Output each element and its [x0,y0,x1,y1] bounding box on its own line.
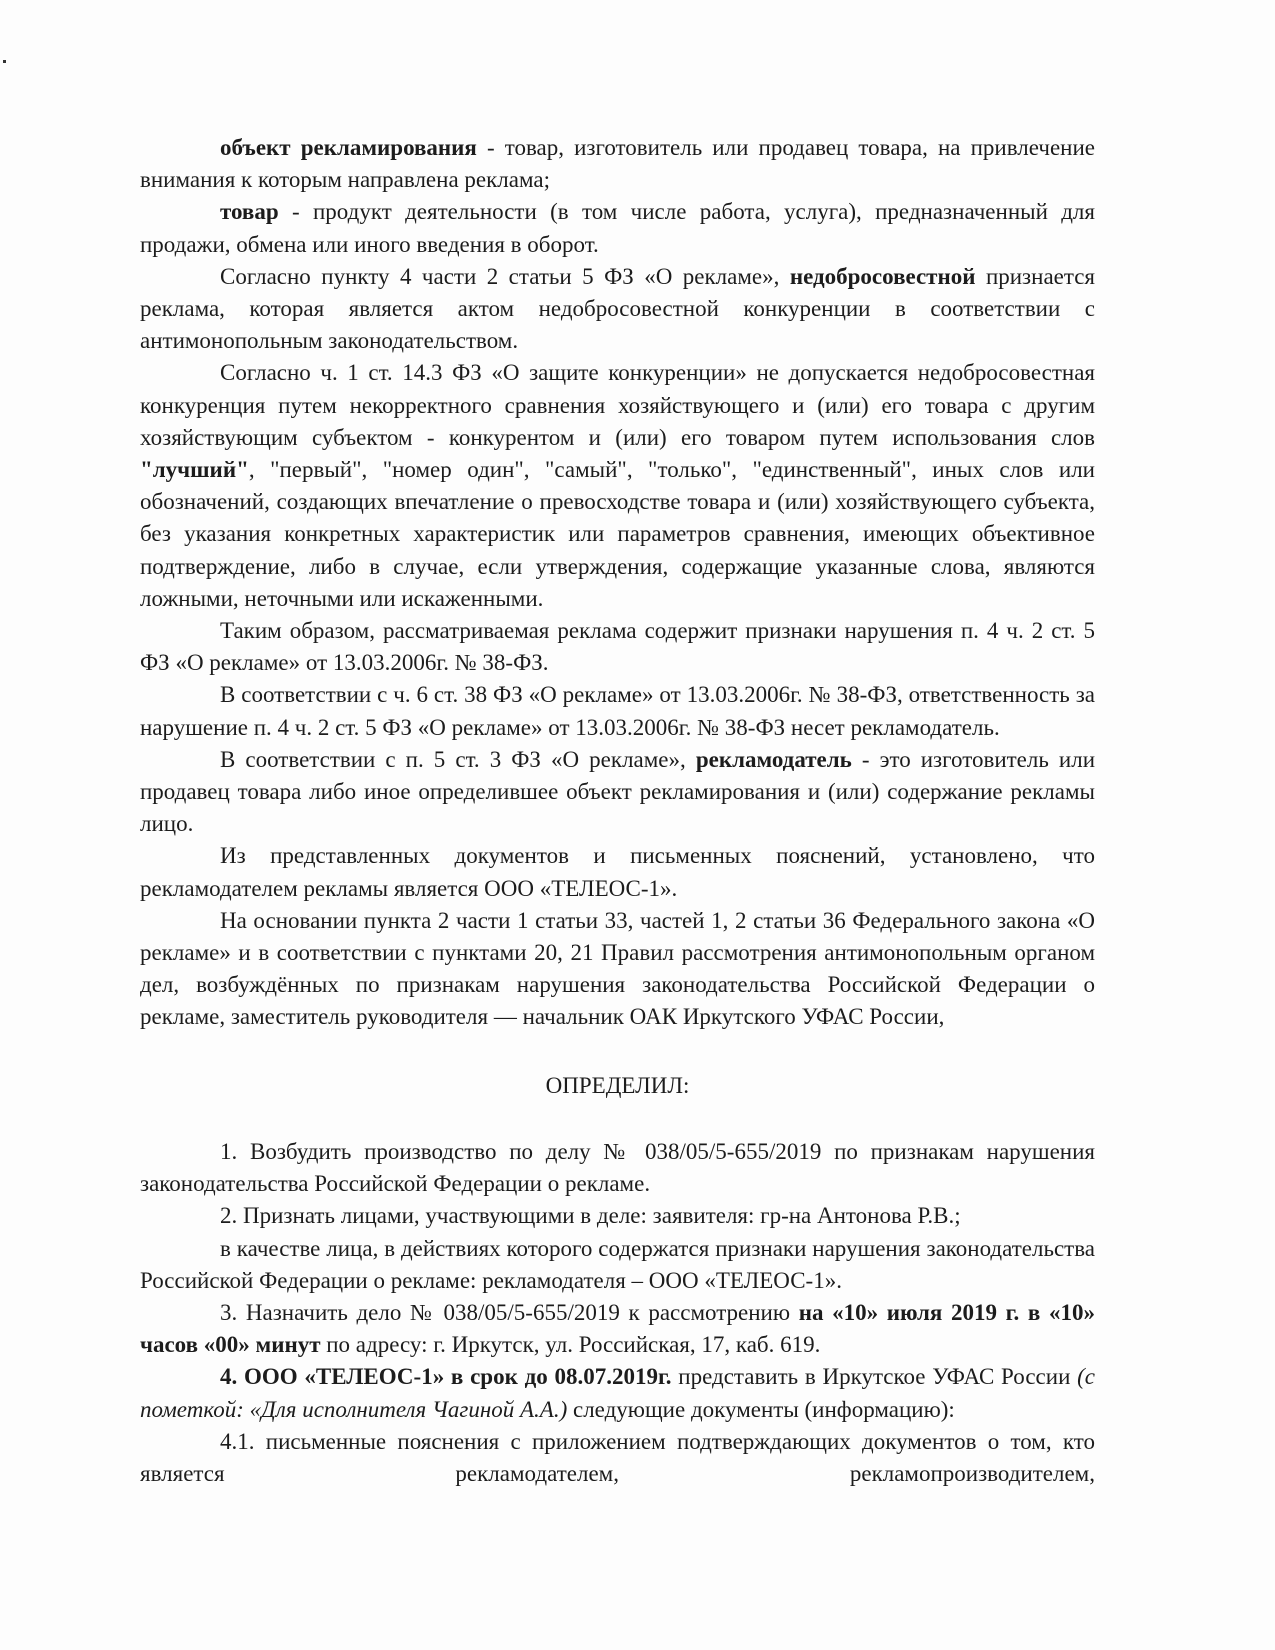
text-run: в качестве лица, в действиях которого содержатся признаки нарушения законодательства Российской Федерации о рекламе: рекламодателя – ООО «ТЕЛЕОС-1». [140,1235,1095,1293]
paragraph [140,744,1095,841]
decision-item [140,1233,1095,1297]
text-run: - это изготовитель или продавец товара либо иное определившее объект рекламирования и (или) содержание рекламы лицо. [140,746,1096,837]
document-page [140,132,1095,1490]
text-run: В соответствии с п. 5 ст. 3 ФЗ «О рекламе», [220,746,696,772]
text-run: 2. Признать лицами, участвующими в деле: заявителя: гр-на Антонова Р.В.; [220,1203,961,1229]
text-run: следующие документы (информацию): [567,1396,955,1422]
text-run: Согласно пункту 4 части 2 статьи 5 ФЗ «О рекламе», [220,263,790,289]
bold-text: объект рекламирования [220,135,477,160]
decision-item [140,1297,1095,1361]
bold-text: товар [220,199,279,225]
text-run: - товар, изготовитель или продавец товара, на привлечение внимания к которым направлена реклама; [140,135,1095,193]
preamble-section [140,132,1095,1034]
bold-text: 4. ООО «ТЕЛЕОС-1» в срок до 08.07.2019г. [220,1364,672,1390]
paragraph [140,261,1095,358]
decision-item [140,1136,1095,1200]
text-run: Согласно ч. 1 ст. 14.3 ФЗ «О защите конкуренции» не допускается недобросовестная конкуренция путем некорректного сравнения хозяйствующего и (или) его товара с другим хозяйствующим субъектом - конкурентом и (или) его товаром путем использования слов [140,360,1095,450]
text-run: На основании пункта 2 части 1 статьи 33, частей 1, 2 статьи 36 Федерального закона «О рекламе» и в соответствии с пунктами 20, 21 Правил рассмотрения антимонопольным органом дел, возбуждённых по признакам нарушения законодательства Российской Федерации о рекламе, заместитель руководителя — начальник ОАК Иркутского УФАС России, [140,907,1095,1030]
text-run: Из представленных документов и письменных пояснений, установлено, что рекламодателем рекламы является ООО «ТЕЛЕОС-1». [140,843,1095,901]
bold-text: рекламодатель [695,746,852,772]
paragraph [140,679,1095,743]
text-run: представить в Иркутское УФАС России [671,1364,1078,1390]
text-run: признается реклама, которая является актом недобросовестной конкуренции в соответствии с антимонопольным законодательством. [140,263,1095,354]
text-run: по адресу: г. Иркутск, ул. Российская, 17, каб. 619. [320,1332,821,1358]
text-run: - продукт деятельности (в том числе работа, услуга), предназначенный для продажи, обмена или иного введения в оборот. [140,199,1095,257]
paragraph [140,357,1095,615]
decisions-section [140,1136,1095,1490]
text-run: 4.1. письменные пояснения с приложением подтверждающих документов о том, кто является рекламодателем, рекламопроизводителем, [140,1428,1095,1486]
paragraph [140,840,1095,904]
text-run: 3. Назначить дело № 038/05/5-655/2019 к рассмотрению [220,1299,799,1325]
bold-text: на «10» июля 2019 г. в «10» часов «00» минут [140,1299,1095,1358]
text-run: , "первый", "номер один", "самый", "только", "единственный", иных слов или обозначений, создающих впечатление о превосходстве товара и (или) хозяйствующего субъекта, без указания конкретных характеристик или параметров сравнения, имеющих объективное подтверждение, либо в случае, если утверждения, содержащие указанные слова, являются ложными, неточными или искаженными. [140,457,1095,611]
decision-heading: ОПРЕДЕЛИЛ: [545,1072,690,1098]
scan-speck [3,60,6,63]
paragraph [140,615,1095,679]
text-run: 1. Возбудить производство по делу № 038/05/5-655/2019 по признакам нарушения законодательства Российской Федерации о рекламе. [140,1138,1095,1197]
italic-text: (с пометкой: «Для исполнителя Чагиной А.А.) [140,1364,1095,1422]
paragraph [140,132,1095,196]
paragraph [140,196,1095,260]
paragraph [140,905,1095,1034]
decision-item [140,1426,1095,1490]
decision-item [140,1200,1095,1232]
decision-item [140,1361,1095,1425]
text-run: Таким образом, рассматриваемая реклама содержит признаки нарушения п. 4 ч. 2 ст. 5 ФЗ «О рекламе» от 13.03.2006г. № 38-ФЗ. [140,618,1095,676]
bold-text: недобросовестной [789,263,976,289]
text-run: В соответствии с ч. 6 ст. 38 ФЗ «О рекламе» от 13.03.2006г. № 38-ФЗ, ответственность за нарушение п. 4 ч. 2 ст. 5 ФЗ «О рекламе» от 13.03.2006г. № 38-ФЗ несет рекламодатель. [140,682,1095,740]
bold-text: "лучший" [140,457,249,483]
